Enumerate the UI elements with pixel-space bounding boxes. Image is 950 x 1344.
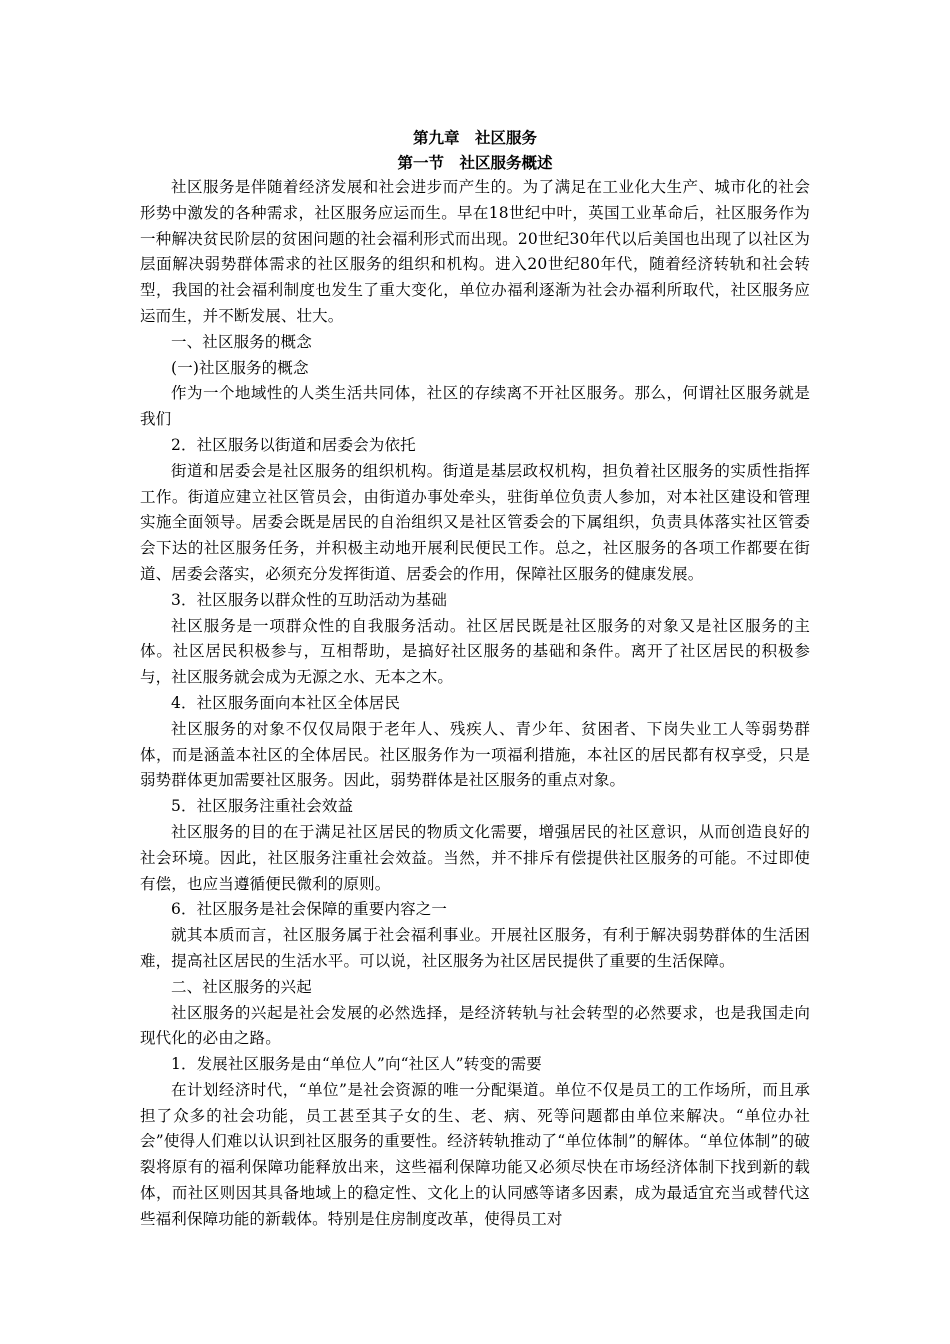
numbered-heading: 6．社区服务是社会保障的重要内容之一 <box>171 900 448 919</box>
paragraph: 社区服务是伴随着经济发展和社会进步而产生的。为了满足在工业化大生产、城市化的社会形势中激发的各种需求，社区服务应运而生。早在18世纪中叶，英国工业革命后，社区服务作为一种解决贫民阶层的贫困问题的社会福利形式而出现。20世纪30年代以后美国也出现了以社区为层面解决弱势群体需求的社区服务的组织和机构。进入20世纪80年代，随着经济转轨和社会转型，我国的社会福利制度也发生了重大变化，单位办福利逐渐为社会办福利所取代，社区服务应运而生，并不断发展、壮大。 <box>140 178 810 325</box>
paragraph: 就其本质而言，社区服务属于社会福利事业。开展社区服务，有利于解决弱势群体的生活困难，提高社区居民的生活水平。可以说，社区服务为社区居民提供了重要的生活保障。 <box>140 926 810 970</box>
heading-level-1: 一、社区服务的概念 <box>171 332 312 351</box>
numbered-heading: 5．社区服务注重社会效益 <box>171 797 354 816</box>
paragraph: 社区服务的对象不仅仅局限于老年人、残疾人、青少年、贫困者、下岗失业工人等弱势群体，而是涵盖本社区的全体居民。社区服务作为一项福利措施，本社区的居民都有权享受，只是弱势群体更加需要社区服务。因此，弱势群体是社区服务的重点对象。 <box>140 719 810 790</box>
paragraph: 社区服务的目的在于满足社区居民的物质文化需要，增强居民的社区意识，从而创造良好的社会环境。因此，社区服务注重社会效益。当然，并不排斥有偿提供社区服务的可能。不过即使有偿，也应当遵循便民微利的原则。 <box>140 822 810 893</box>
paragraph: 社区服务是一项群众性的自我服务活动。社区居民既是社区服务的对象又是社区服务的主体。社区居民积极参与，互相帮助，是搞好社区服务的基础和条件。离开了社区居民的积极参与，社区服务就会成为无源之水、无本之木。 <box>140 616 810 687</box>
paragraph: 社区服务的兴起是社会发展的必然选择，是经济转轨与社会转型的必然要求，也是我国走向现代化的必由之路。 <box>140 1003 810 1048</box>
heading-level-2: (一)社区服务的概念 <box>171 358 309 377</box>
paragraph: 街道和居委会是社区服务的组织机构。街道是基层政权机构，担负着社区服务的实质性指挥工作。街道应建立社区管员会，由街道办事处牵头，驻街单位负责人参加，对本社区建设和管理实施全面领导。居委会既是居民的自治组织又是社区管委会的下属组织，负责具体落实社区管委会下达的社区服务任务，并积极主动地开展利民便民工作。总之，社区服务的各项工作都要在街道、居委会落实，必须充分发挥街道、居委会的作用，保障社区服务的健康发展。 <box>140 461 810 583</box>
numbered-heading: 3．社区服务以群众性的互助活动为基础 <box>171 590 448 609</box>
paragraph: 在计划经济时代，“单位”是社会资源的唯一分配渠道。单位不仅是员工的工作场所，而且承担了众多的社会功能，员工甚至其子女的生、老、病、死等问题都由单位来解决。“单位办社会”使得人们难以认识到社区服务的重要性。经济转轨推动了“单位体制”的解体。“单位体制”的破裂将原有的福利保障功能释放出来，这些福利保障功能又必须尽快在市场经济体制下找到新的载体，而社区则因其具备地域上的稳定性、文化上的认同感等诸多因素，成为最适宜充当或替代这些福利保障功能的新载体。特别是住房制度改革，使得员工对 <box>140 1080 810 1228</box>
chapter-title: 第九章 社区服务 <box>412 129 537 147</box>
numbered-heading: 1．发展社区服务是由“单位人”向“社区人”转变的需要 <box>171 1055 542 1074</box>
numbered-heading: 2．社区服务以街道和居委会为依托 <box>171 435 416 454</box>
section-title: 第一节 社区服务概述 <box>397 154 553 172</box>
heading-level-1: 二、社区服务的兴起 <box>171 977 312 996</box>
paragraph: 作为一个地域性的人类生活共同体，社区的存续离不开社区服务。那么，何谓社区服务就是我们 <box>140 384 810 429</box>
numbered-heading: 4．社区服务面向本社区全体居民 <box>171 693 401 712</box>
document-body <box>140 175 810 1233</box>
